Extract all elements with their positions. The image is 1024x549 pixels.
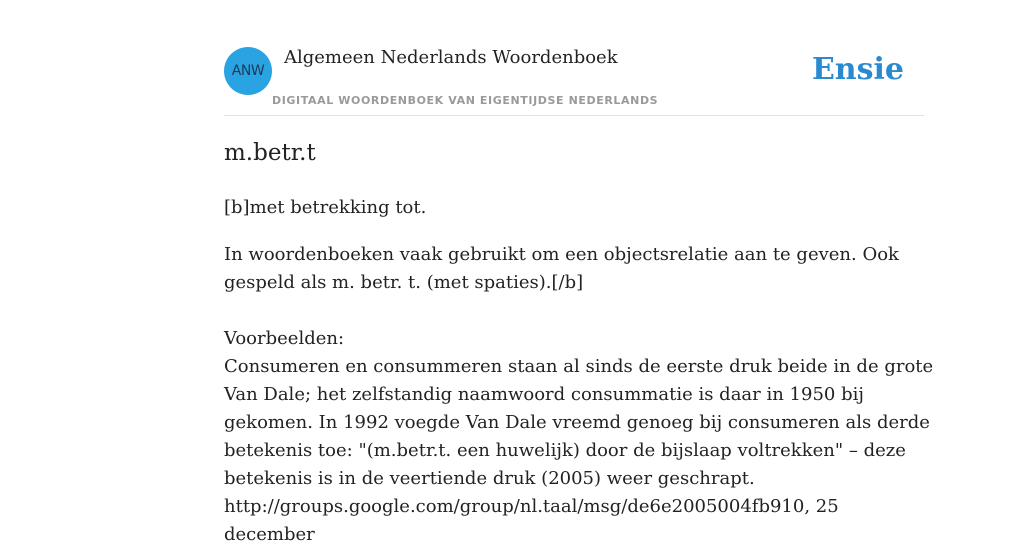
definition-paragraph: In woordenboeken vaak gebruikt om een objectsrelatie aan te geven. Ook gespeld als m. betr. t. (met spaties).[/b] — [224, 244, 899, 293]
logo-text: ANW — [231, 63, 265, 79]
definition-paragraph: [b]met betrekking tot. — [224, 197, 427, 218]
anw-logo[interactable] — [224, 47, 272, 95]
entry-definition — [224, 194, 934, 549]
example-text: Consumeren en consummeren staan al sinds de eerste druk beide in de grote Van Dale; het zelfstandig naamwoord consummatie is daar in 1950 bij gekomen. In 1992 voegde Van Dale vreemd genoeg bij consumeren als derde betekenis toe: "(m.betr.t. een huwelijk) door de bijslaap voltrekken" – deze betekenis is in de veertiende druk (2005) weer geschrapt. — [224, 356, 934, 489]
example-source-link[interactable]: http://groups.google.com/group/nl.taal/msg/de6e2005004fb910, 25 december — [224, 496, 839, 545]
site-title[interactable]: Algemeen Nederlands Woordenboek — [284, 47, 618, 68]
ensie-logo-link[interactable]: Ensie — [811, 52, 904, 87]
entry-term: m.betr.t — [224, 140, 316, 166]
page-container — [224, 0, 934, 545]
site-header — [224, 0, 924, 116]
examples-heading: Voorbeelden: — [224, 328, 345, 349]
site-subtitle: DIGITAAL WOORDENBOEK VAN EIGENTIJDSE NEDERLANDS — [272, 94, 659, 107]
